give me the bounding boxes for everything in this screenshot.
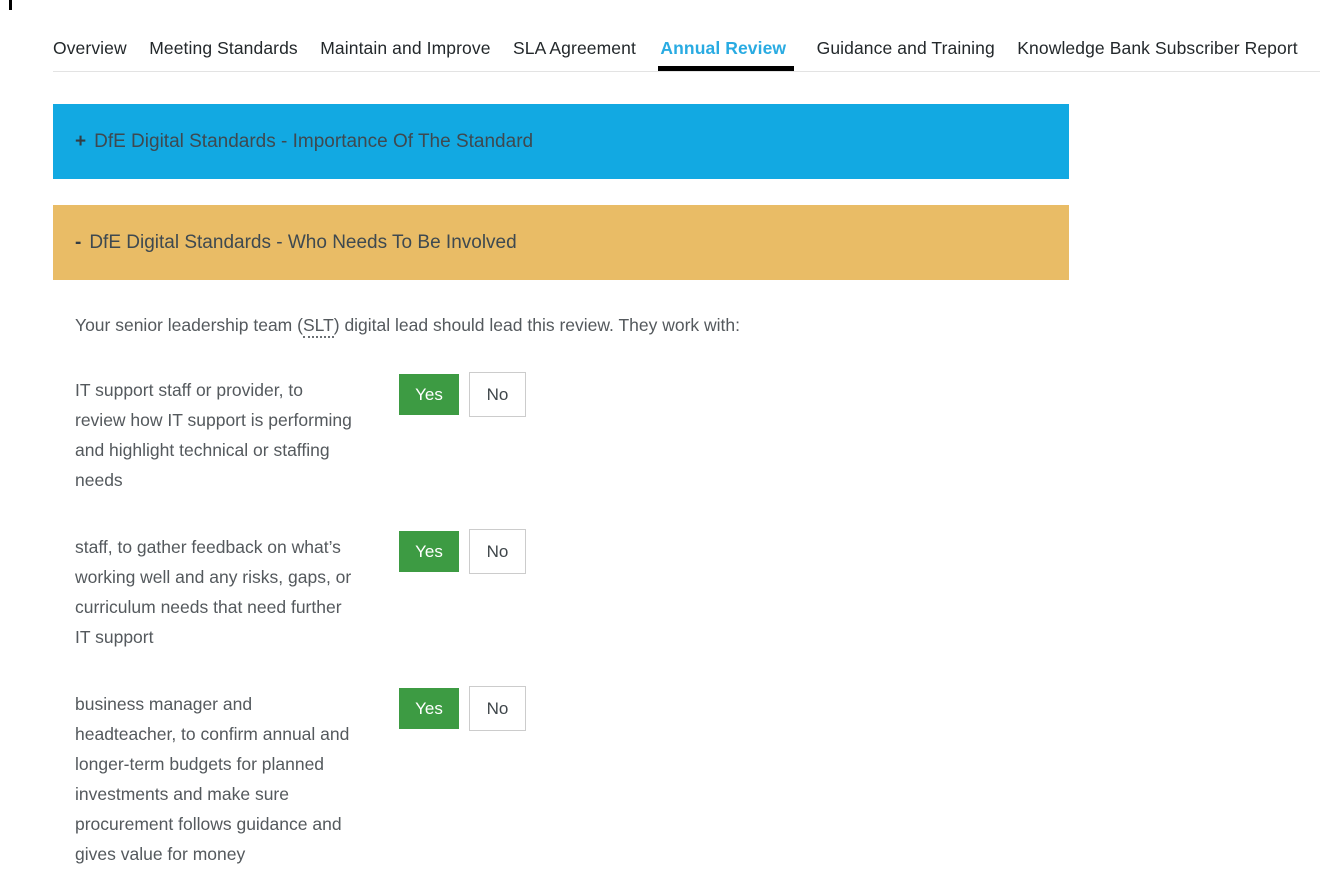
yes-button[interactable]: Yes xyxy=(399,531,459,572)
yes-button[interactable]: Yes xyxy=(399,688,459,729)
yes-no-toggle xyxy=(399,686,526,731)
intro-prefix: Your senior leadership team ( xyxy=(75,315,303,335)
no-button[interactable]: No xyxy=(469,686,526,731)
yes-no-toggle xyxy=(399,372,526,417)
slt-abbreviation: SLT xyxy=(303,315,334,338)
accordion-title: DfE Digital Standards - Importance Of The Standard xyxy=(94,130,534,152)
tab-bar xyxy=(53,0,1320,72)
minus-icon: - xyxy=(75,231,82,253)
question-row-it-support xyxy=(75,375,1320,495)
question-label: staff, to gather feedback on what’s working well and any risks, gaps, or curriculum needs that need further IT support xyxy=(75,537,352,647)
question-label: business manager and headteacher, to confirm annual and longer-term budgets for planned investments and make sure procurement follows guidance and gives value for money xyxy=(75,694,350,864)
question-row-business-manager xyxy=(75,689,1320,869)
tab-maintain-and-improve[interactable]: Maintain and Improve xyxy=(320,38,491,58)
intro-suffix: ) digital lead should lead this review. They work with: xyxy=(333,315,741,335)
no-button[interactable]: No xyxy=(469,372,526,417)
yes-button[interactable]: Yes xyxy=(399,374,459,415)
tab-guidance-and-training[interactable]: Guidance and Training xyxy=(816,38,995,58)
intro-text xyxy=(75,312,1320,338)
tab-annual-review[interactable]: Annual Review xyxy=(658,38,794,71)
tab-meeting-standards[interactable]: Meeting Standards xyxy=(149,38,298,58)
accordion-who-needs-to-be-involved[interactable] xyxy=(53,205,1069,280)
tab-knowledge-bank-subscriber-report[interactable]: Knowledge Bank Subscriber Report xyxy=(1017,38,1298,58)
page-edge-artifact xyxy=(9,0,12,10)
question-row-staff-feedback xyxy=(75,532,1320,652)
tab-sla-agreement[interactable]: SLA Agreement xyxy=(513,38,636,58)
plus-icon: + xyxy=(75,130,87,152)
tab-overview[interactable]: Overview xyxy=(53,38,127,58)
annual-review-panel xyxy=(53,312,1320,869)
question-label: IT support staff or provider, to review how IT support is performing and highlight technical or staffing needs xyxy=(75,380,352,490)
no-button[interactable]: No xyxy=(469,529,526,574)
accordion-title: DfE Digital Standards - Who Needs To Be Involved xyxy=(89,231,517,253)
yes-no-toggle xyxy=(399,529,526,574)
accordion-importance-of-the-standard[interactable] xyxy=(53,104,1069,179)
